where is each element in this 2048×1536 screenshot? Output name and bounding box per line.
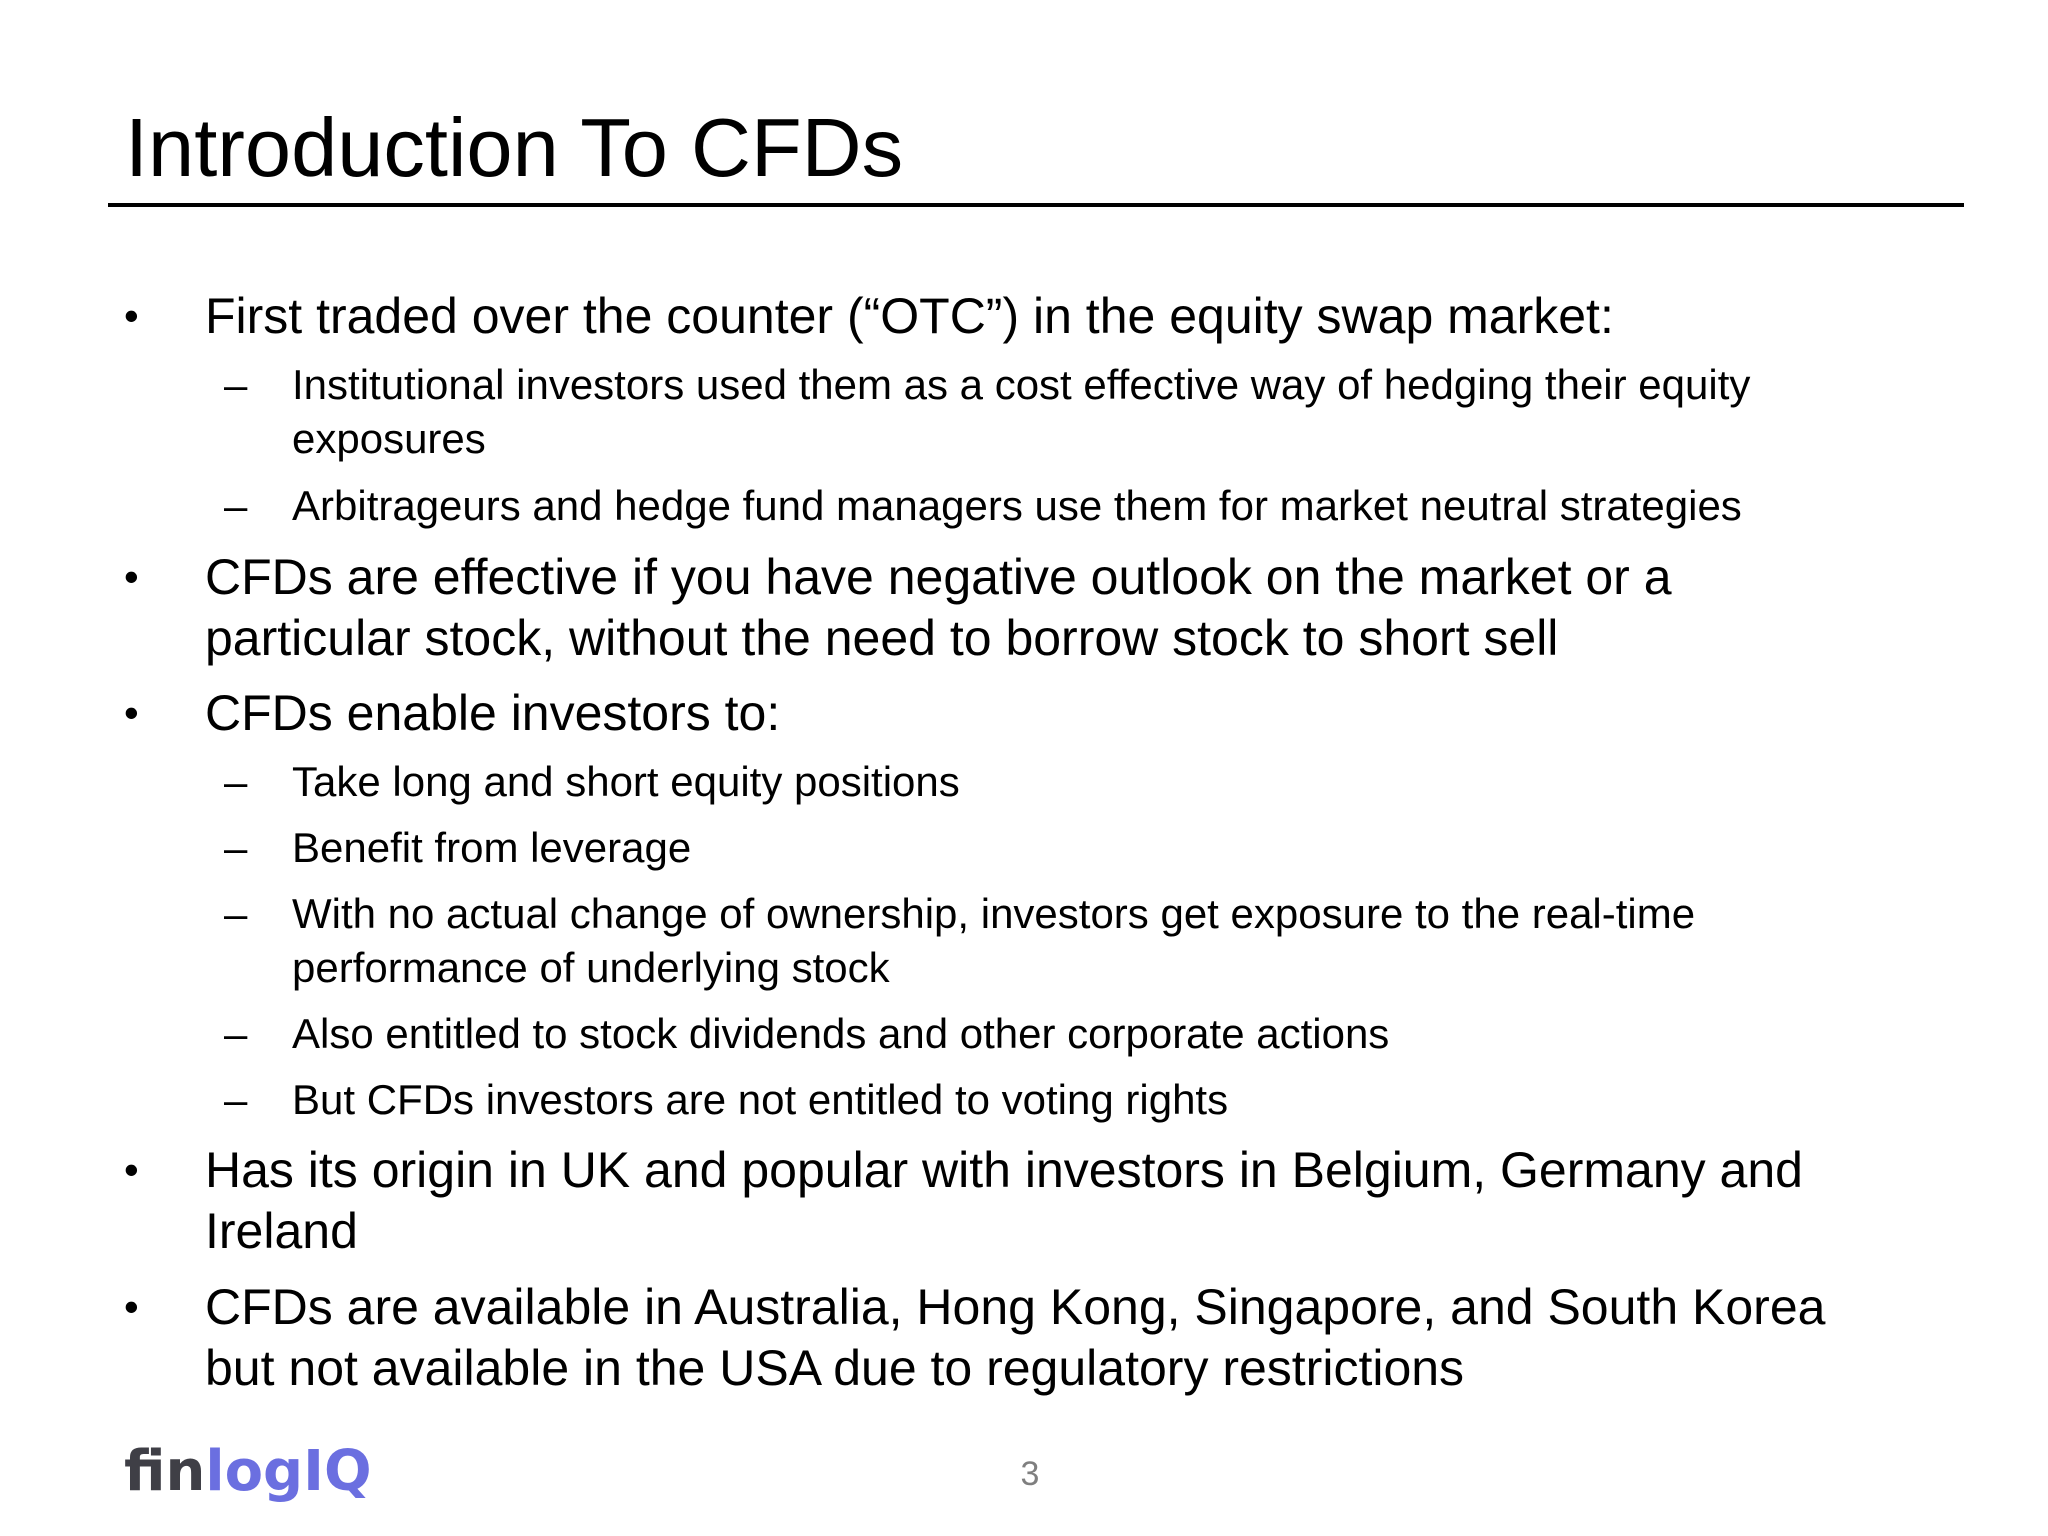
logo-text-fin: fin	[124, 1439, 206, 1504]
bullet-text: CFDs enable investors to:	[205, 685, 781, 741]
finlogiq-logo	[124, 1440, 372, 1504]
sub-bullet-text: With no actual change of ownership, investors get exposure to the real-time	[292, 890, 1696, 937]
bullet-text: CFDs are available in Australia, Hong Kong, Singapore, and South Korea	[205, 1279, 1826, 1335]
bullet-text: First traded over the counter (“OTC”) in the equity swap market:	[205, 288, 1614, 344]
sub-bullet-text: Take long and short equity positions	[292, 758, 960, 805]
dash-marker: –	[224, 1010, 248, 1057]
page-number: 3	[1020, 1455, 1040, 1493]
bullet-marker: •	[124, 1146, 139, 1193]
dash-marker: –	[224, 758, 248, 805]
sub-bullet-text-continued: performance of underlying stock	[292, 944, 890, 991]
bullet-marker: •	[124, 1283, 139, 1330]
sub-bullet-text: Also entitled to stock dividends and other corporate actions	[292, 1010, 1390, 1057]
bullet-marker: •	[124, 689, 139, 736]
dash-marker: –	[224, 890, 248, 937]
bullet-marker: •	[124, 553, 139, 600]
bullet-text-continued: Ireland	[205, 1203, 358, 1259]
bullet-text-continued: but not available in the USA due to regulatory restrictions	[205, 1340, 1465, 1396]
title-underline	[108, 203, 1964, 207]
sub-bullet-text-continued: exposures	[292, 415, 486, 462]
dash-marker: –	[224, 1076, 248, 1123]
bullet-text: Has its origin in UK and popular with investors in Belgium, Germany and	[205, 1142, 1803, 1198]
bullet-marker: •	[124, 292, 139, 339]
slide-title: Introduction To CFDs	[125, 101, 904, 194]
dash-marker: –	[224, 824, 248, 871]
bullet-text: CFDs are effective if you have negative outlook on the market or a	[205, 549, 1672, 605]
dash-marker: –	[224, 361, 248, 408]
sub-bullet-text: Benefit from leverage	[292, 824, 692, 871]
bullet-text-continued: particular stock, without the need to borrow stock to short sell	[205, 610, 1559, 666]
sub-bullet-text: But CFDs investors are not entitled to voting rights	[292, 1076, 1229, 1123]
dash-marker: –	[224, 482, 248, 529]
logo-text-logiq: logIQ	[205, 1439, 372, 1504]
sub-bullet-text: Arbitrageurs and hedge fund managers use them for market neutral strategies	[292, 482, 1742, 529]
sub-bullet-text: Institutional investors used them as a cost effective way of hedging their equity	[292, 361, 1751, 408]
